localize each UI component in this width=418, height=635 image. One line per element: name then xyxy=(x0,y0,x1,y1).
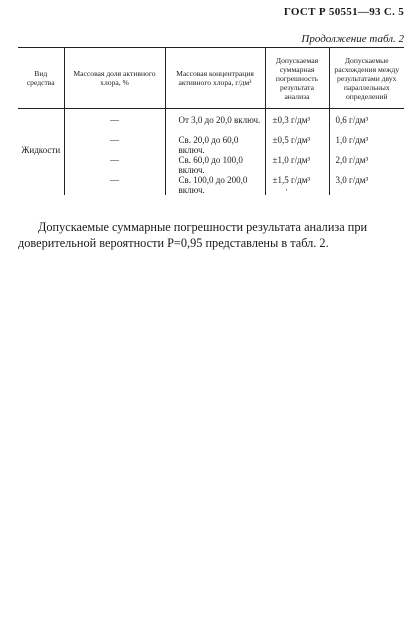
table-row xyxy=(18,109,404,196)
tolerance-value: ±1,0 г/дм³ xyxy=(272,155,311,165)
discrepancy-cell xyxy=(329,109,404,196)
share-cell xyxy=(64,109,165,196)
discrepancy-value: 0,6 г/дм³ xyxy=(335,115,369,125)
trail-mark: · xyxy=(285,185,288,195)
tolerance-value: ±0,5 г/дм³ xyxy=(272,135,311,145)
tolerance-value: ±1,5 г/дм³ xyxy=(272,175,311,185)
concentration-value: Св. 100,0 до 200,0 включ. xyxy=(178,175,248,195)
type-cell xyxy=(18,109,64,196)
share-value: — xyxy=(110,175,119,185)
concentration-value: Св. 60,0 до 100,0 включ. xyxy=(178,155,243,175)
share-value: — xyxy=(110,135,119,145)
table-caption: Продолжение табл. 2 xyxy=(301,33,404,45)
discrepancy-value: 2,0 г/дм³ xyxy=(335,155,369,165)
discrepancy-value: 3,0 г/дм³ xyxy=(335,175,369,185)
tolerance-cell xyxy=(265,109,329,196)
column-header-share: Массовая доля активного хлора, % xyxy=(64,48,165,109)
concentration-cell xyxy=(165,109,265,196)
column-header-discrepancy: Допускаемые расхождения между результатами двух параллельных определений xyxy=(329,48,404,109)
share-value: — xyxy=(110,115,119,125)
column-header-type: Вид средства xyxy=(18,48,64,109)
tolerance-value: ±0,3 г/дм³ xyxy=(272,115,311,125)
table-header-row xyxy=(18,48,404,109)
paragraph-line: Допускаемые суммарные погрешности результата анализа при xyxy=(38,220,368,234)
type-label: Жидкости xyxy=(21,145,61,155)
page-header: ГОСТ Р 50551—93 С. 5 xyxy=(283,6,404,18)
discrepancy-value: 1,0 г/дм³ xyxy=(335,135,369,145)
column-header-tolerance: Допускаемая суммарная погрешность результата анализа xyxy=(265,48,329,109)
body-paragraph xyxy=(18,219,392,251)
paragraph-line: доверительной вероятности Р=0,95 представлены в табл. 2. xyxy=(18,236,329,250)
column-header-concentration: Массовая концентрация активного хлора, г/дм³ xyxy=(165,48,265,109)
share-value: — xyxy=(110,155,119,165)
data-table xyxy=(18,47,404,195)
concentration-value: От 3,0 до 20,0 включ. xyxy=(178,115,261,125)
concentration-value: Св. 20,0 до 60,0 включ. xyxy=(178,135,239,155)
